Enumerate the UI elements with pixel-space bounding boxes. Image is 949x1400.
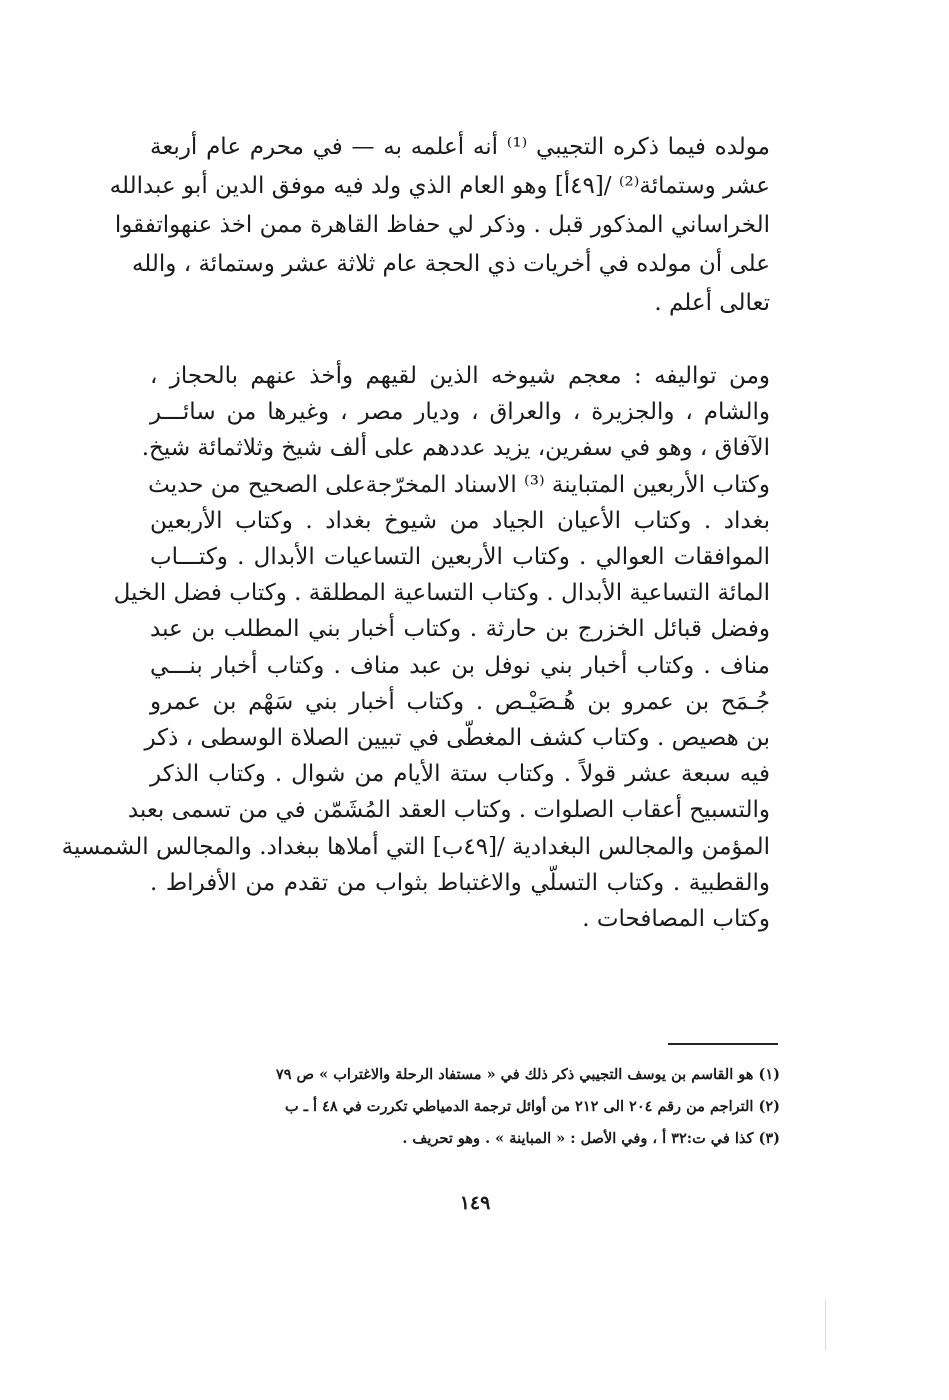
page-number: ١٤٩ [459, 1192, 491, 1214]
footnote-3: (٣) كذا في ت:٣٢ أ ، وفي الأصل : « المباينة » . وهو تحريف . [402, 1130, 780, 1147]
footnote-2: (٢) التراجم من رقم ٢٠٤ الى ٢١٢ من أوائل ترجمة الدمياطي تكررت في ٤٨ أ ـ ب [285, 1098, 780, 1115]
text-line: الموافقات العوالي . وكتاب الأربعين التساعيات الأبدال . وكتـــاب [150, 544, 770, 571]
text-line: والشام ، والجزيرة ، والعراق ، وديار مصر ، وغيرها من سائـــر [150, 399, 770, 426]
text-line: جُـمَح بن عمرو بن هُـصَيْـص . وكتاب أخبار بني سَهْم بن عمرو [150, 688, 770, 715]
text-line: وكتاب المصافحات . [582, 906, 770, 933]
text-line: الآفاق ، وهو في سفرين، يزيد عددهم على ألف شيخ وثلاثمائة شيخ. [141, 435, 770, 462]
footnote-1: (١) هو القاسم بن يوسف التجيبي ذكر ذلك في « مستفاد الرحلة والاغتراب » ص ٧٩ [275, 1066, 780, 1083]
text-line: عشر وستمائة⁽²⁾ /[٤٩أ] وهو العام الذي ولد فيه موفق الدين أبو عبدالله [109, 173, 770, 199]
footnotes-section [150, 1059, 780, 1155]
text-line: تعالى أعلم . [654, 290, 770, 316]
paragraph-birth [109, 128, 770, 323]
text-line: والتسبيح أعقاب الصلوات . وكتاب العقد المُشَمّن في من تسمى بعبد [127, 797, 770, 824]
text-line: والقطبية . وكتاب التسلّي والاغتباط بثواب من تقدم من الأفراط . [150, 869, 770, 896]
text-line: بن هصيص . وكتاب كشف المغطّى في تبيين الصلاة الوسطى ، ذكر [144, 725, 770, 752]
footnote-divider [668, 1043, 778, 1045]
text-line: الخراساني المذكور قبل . وذكر لي حفاظ القاهرة ممن اخذ عنهواتفقوا [114, 212, 770, 238]
paragraph-works [61, 358, 770, 937]
text-line: مناف . وكتاب أخبار بني نوفل بن عبد مناف . وكتاب أخبار بنـــي [150, 652, 770, 679]
scan-margin-mark [825, 1300, 826, 1350]
text-line: بغداد . وكتاب الأعيان الجياد من شيوخ بغداد . وكتاب الأربعين [150, 507, 770, 534]
text-line: مولده فيما ذكره التجيبي ⁽¹⁾ أنه أعلمه به — في محرم عام أربعة [150, 134, 770, 160]
text-line: وكتاب الأربعين المتباينة ⁽³⁾ الاسناد المخرّجةعلى الصحيح من حديث [148, 471, 770, 498]
text-line: ومن تواليفه : معجم شيوخه الذين لقيهم وأخذ عنهم بالحجاز ، [150, 363, 770, 389]
text-line: المؤمن والمجالس البغدادية /[٤٩ب] التي أملاها ببغداد. والمجالس الشمسية [61, 833, 770, 860]
text-line: فيه سبعة عشر قولاً . وكتاب ستة الأيام من شوال . وكتاب الذكر [150, 761, 770, 788]
text-line: على أن مولده في أخريات ذي الحجة عام ثلاثة عشر وستمائة ، والله [131, 251, 770, 277]
text-line: وفضل قبائل الخزرج بن حارثة . وكتاب أخبار بني المطلب بن عبد [150, 616, 770, 643]
text-line: المائة التساعية الأبدال . وكتاب التساعية المطلقة . وكتاب فضل الخيل [113, 580, 770, 607]
